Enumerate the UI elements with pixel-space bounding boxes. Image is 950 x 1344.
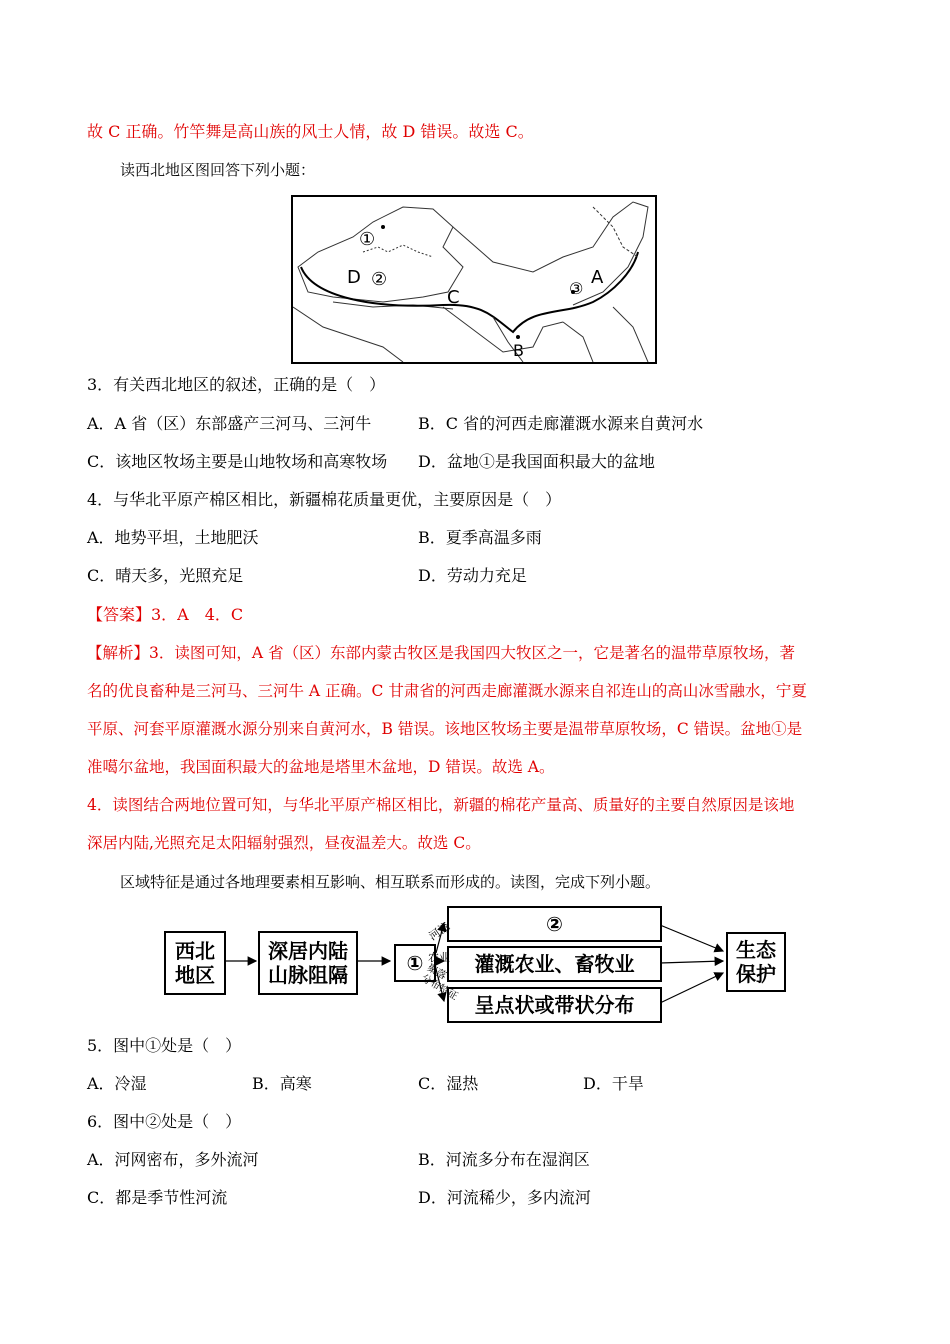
flow-box-settlement: 呈点状或带状分布 [447,987,662,1023]
answer: 【答案】3．A 4．C [87,605,244,624]
analysis-line: 名的优良畜种是三河马、三河牛 A 正确。C 甘肃省的河西走廊灌溉水源来自祁连山的高山冰雪融水，宁夏 [87,682,807,700]
q3-option-c: C．该地区牧场主要是山地牧场和高寒牧场 [87,452,388,471]
map-label-3: ③ [569,279,584,298]
map-prompt: 读西北地区图回答下列小题： [120,161,316,179]
flow-label-river: 河流 [426,919,453,944]
q3-option-d: D．盆地①是我国面积最大的盆地 [418,452,655,471]
flow-box-northwest: 西北 地区 [164,931,226,995]
q4-option-d: D．劳动力充足 [418,566,527,585]
analysis-line: 平原、河套平原灌溉水源分别来自黄河水，B 错误。该地区牧场主要是温带草原牧场，C 错误。盆地①是 [87,720,803,738]
flow-box-inland: 深居内陆 山脉阻隔 [258,931,358,995]
map-label-d: D [347,267,361,288]
q6-option-d: D．河流稀少，多内流河 [418,1188,591,1207]
q3-stem: 3．有关西北地区的叙述，正确的是（ ） [87,375,386,394]
map-label-c: C [447,287,460,308]
analysis-line: 准噶尔盆地，我国面积最大的盆地是塔里木盆地，D 错误。故选 A。 [87,758,555,776]
flow-box-1: ① [394,944,436,982]
map-label-basin2: ② [371,269,388,290]
analysis-line: 【解析】3．读图可知，A 省（区）东部内蒙古牧区是我国四大牧区之一，它是著名的温带草原牧场，著 [87,644,795,662]
q4-stem: 4．与华北平原产棉区相比，新疆棉花质量更优，主要原因是（ ） [87,490,562,509]
analysis-line: 深居内陆,光照充足太阳辐射强烈，昼夜温差大。故选 C。 [87,834,481,852]
q4-option-b: B．夏季高温多雨 [418,528,542,547]
q3-option-a: A．A 省（区）东部盛产三河马、三河牛 [87,414,372,433]
flow-label-settle: 聚落 分布特征 [419,962,460,1003]
q3-option-b: B．C 省的河西走廊灌溉水源来自黄河水 [418,414,704,433]
q4-option-c: C．晴天多，光照充足 [87,566,244,585]
flow-box-2: ② [447,906,662,942]
map-label-b: B [513,341,524,360]
q6-option-b: B．河流多分布在湿润区 [418,1150,590,1169]
northwest-map [291,195,657,364]
q5-stem: 5．图中①处是（ ） [87,1036,242,1055]
q6-option-a: A．河网密布，多外流河 [87,1150,259,1169]
flow-box-agriculture: 灌溉农业、畜牧业 [447,946,662,982]
previous-answer-end: 故 C 正确。竹竿舞是高山族的风士人情，故 D 错误。故选 C。 [87,122,534,141]
analysis-line: 4．读图结合两地位置可知，与华北平原产棉区相比，新疆的棉花产量高、质量好的主要自然原因是该地 [87,796,795,814]
flow-diagram [160,903,800,1023]
flow-box-ecology: 生态 保护 [726,932,786,992]
q6-option-c: C．都是季节性河流 [87,1188,228,1207]
map-label-a: A [591,267,604,288]
flow-prompt: 区域特征是通过各地理要素相互影响、相互联系而形成的。读图，完成下列小题。 [120,873,661,891]
q5-option-c: C．湿热 [418,1074,479,1093]
q5-option-d: D．干旱 [583,1074,644,1093]
q5-option-a: A．冷湿 [87,1074,147,1093]
map-label-basin1: ① [359,229,376,250]
q4-option-a: A．地势平坦，土地肥沃 [87,528,259,547]
flow-label-agri: 农业 [428,951,450,964]
q5-option-b: B．高寒 [252,1074,312,1093]
q6-stem: 6．图中②处是（ ） [87,1112,242,1131]
